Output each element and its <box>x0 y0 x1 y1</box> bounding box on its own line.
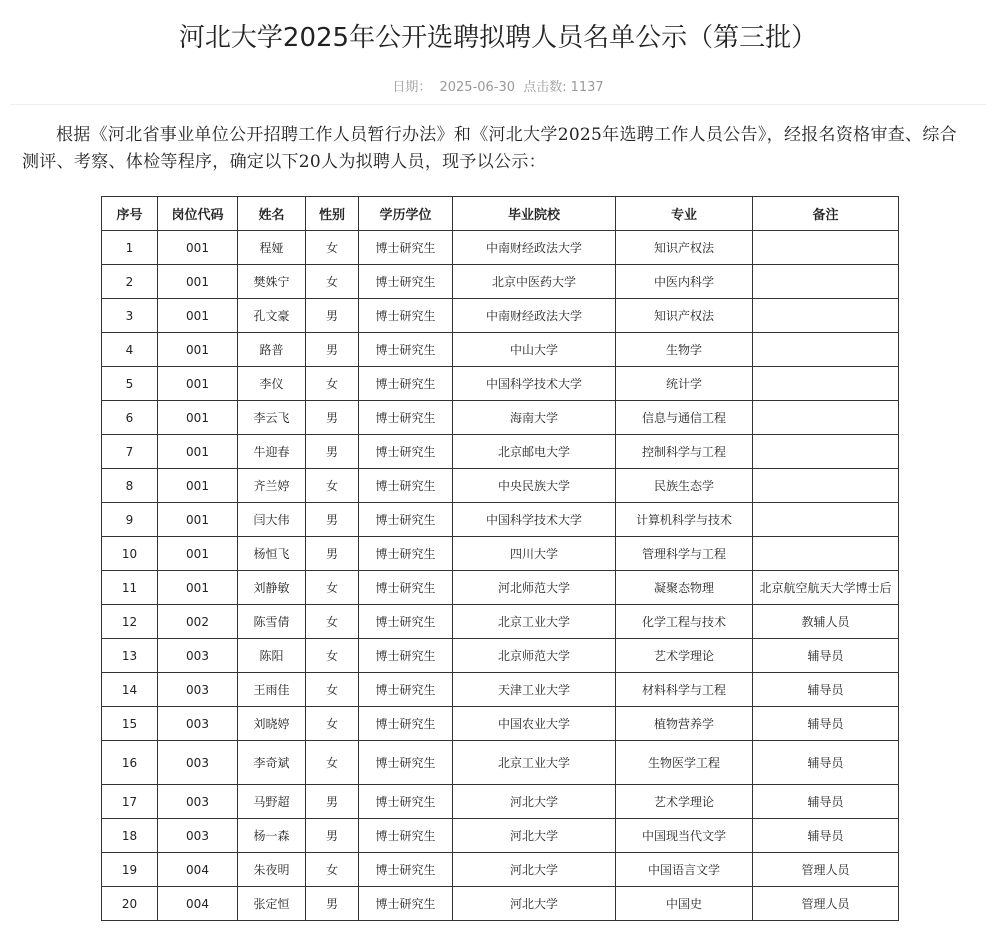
cell-name: 刘静敏 <box>238 571 306 605</box>
candidate-table <box>101 196 899 921</box>
table-header-col-gender: 性别 <box>306 197 359 231</box>
cell-name: 马野超 <box>238 785 306 819</box>
cell-post-code: 003 <box>158 707 238 741</box>
cell-school: 中国农业大学 <box>453 707 616 741</box>
table-row <box>102 707 899 741</box>
cell-seq: 8 <box>102 469 158 503</box>
cell-major: 材料科学与工程 <box>616 673 753 707</box>
cell-gender: 女 <box>306 741 359 785</box>
cell-major: 中国现当代文学 <box>616 819 753 853</box>
cell-post-code: 001 <box>158 333 238 367</box>
cell-school: 中南财经政法大学 <box>453 231 616 265</box>
cell-remark <box>753 231 899 265</box>
cell-major: 民族生态学 <box>616 469 753 503</box>
table-row <box>102 231 899 265</box>
cell-degree: 博士研究生 <box>359 741 453 785</box>
cell-remark: 辅导员 <box>753 673 899 707</box>
cell-major: 化学工程与技术 <box>616 605 753 639</box>
views-label: 点击数: <box>523 80 567 95</box>
cell-name: 程娅 <box>238 231 306 265</box>
cell-gender: 男 <box>306 435 359 469</box>
cell-name: 牛迎春 <box>238 435 306 469</box>
cell-post-code: 001 <box>158 401 238 435</box>
cell-name: 朱夜明 <box>238 853 306 887</box>
cell-seq: 6 <box>102 401 158 435</box>
cell-remark <box>753 401 899 435</box>
cell-remark <box>753 537 899 571</box>
cell-major: 植物营养学 <box>616 707 753 741</box>
cell-seq: 3 <box>102 299 158 333</box>
cell-remark: 辅导员 <box>753 639 899 673</box>
cell-seq: 10 <box>102 537 158 571</box>
cell-gender: 女 <box>306 673 359 707</box>
cell-remark <box>753 503 899 537</box>
cell-post-code: 002 <box>158 605 238 639</box>
cell-gender: 男 <box>306 887 359 921</box>
cell-degree: 博士研究生 <box>359 435 453 469</box>
intro-paragraph: 根据《河北省事业单位公开招聘工作人员暂行办法》和《河北大学2025年选聘工作人员公告》，经报名资格审查、综合测评、考察、体检等程序，确定以下20人为拟聘人员，现予以公示： <box>22 125 957 172</box>
cell-gender: 女 <box>306 367 359 401</box>
table-row <box>102 435 899 469</box>
cell-seq: 1 <box>102 231 158 265</box>
table-row <box>102 819 899 853</box>
table-header-col-degree: 学历学位 <box>359 197 453 231</box>
cell-school: 河北大学 <box>453 887 616 921</box>
cell-post-code: 003 <box>158 785 238 819</box>
table-row <box>102 299 899 333</box>
table-row <box>102 785 899 819</box>
cell-name: 闫大伟 <box>238 503 306 537</box>
cell-name: 陈雪倩 <box>238 605 306 639</box>
cell-degree: 博士研究生 <box>359 571 453 605</box>
cell-major: 信息与通信工程 <box>616 401 753 435</box>
cell-name: 孔文豪 <box>238 299 306 333</box>
cell-degree: 博士研究生 <box>359 401 453 435</box>
cell-degree: 博士研究生 <box>359 707 453 741</box>
table-row <box>102 537 899 571</box>
date-label: 日期： <box>392 80 432 95</box>
cell-remark: 辅导员 <box>753 707 899 741</box>
table-row <box>102 265 899 299</box>
table-row <box>102 401 899 435</box>
cell-degree: 博士研究生 <box>359 673 453 707</box>
cell-gender: 女 <box>306 853 359 887</box>
cell-gender: 男 <box>306 503 359 537</box>
cell-major: 艺术学理论 <box>616 639 753 673</box>
cell-remark <box>753 367 899 401</box>
cell-school: 中国科学技术大学 <box>453 367 616 401</box>
cell-seq: 9 <box>102 503 158 537</box>
cell-seq: 15 <box>102 707 158 741</box>
cell-gender: 女 <box>306 707 359 741</box>
cell-degree: 博士研究生 <box>359 887 453 921</box>
cell-post-code: 001 <box>158 367 238 401</box>
cell-name: 杨恒飞 <box>238 537 306 571</box>
cell-post-code: 003 <box>158 819 238 853</box>
cell-post-code: 001 <box>158 231 238 265</box>
cell-degree: 博士研究生 <box>359 299 453 333</box>
cell-degree: 博士研究生 <box>359 819 453 853</box>
cell-name: 李仪 <box>238 367 306 401</box>
cell-degree: 博士研究生 <box>359 639 453 673</box>
cell-major: 计算机科学与技术 <box>616 503 753 537</box>
cell-gender: 女 <box>306 639 359 673</box>
cell-remark: 教辅人员 <box>753 605 899 639</box>
cell-seq: 13 <box>102 639 158 673</box>
cell-post-code: 001 <box>158 571 238 605</box>
cell-school: 北京师范大学 <box>453 639 616 673</box>
table-row <box>102 639 899 673</box>
table-row <box>102 853 899 887</box>
cell-remark <box>753 469 899 503</box>
cell-seq: 16 <box>102 741 158 785</box>
cell-seq: 19 <box>102 853 158 887</box>
table-header-row <box>102 197 899 231</box>
cell-degree: 博士研究生 <box>359 265 453 299</box>
cell-school: 北京工业大学 <box>453 605 616 639</box>
cell-seq: 12 <box>102 605 158 639</box>
cell-remark: 北京航空航天大学博士后 <box>753 571 899 605</box>
table-row <box>102 367 899 401</box>
table-header-col-seq: 序号 <box>102 197 158 231</box>
cell-post-code: 004 <box>158 887 238 921</box>
cell-gender: 男 <box>306 299 359 333</box>
cell-name: 齐兰婷 <box>238 469 306 503</box>
table-row <box>102 571 899 605</box>
cell-post-code: 003 <box>158 673 238 707</box>
cell-seq: 14 <box>102 673 158 707</box>
cell-remark: 辅导员 <box>753 819 899 853</box>
table-row <box>102 469 899 503</box>
cell-name: 张定恒 <box>238 887 306 921</box>
cell-major: 生物医学工程 <box>616 741 753 785</box>
cell-seq: 20 <box>102 887 158 921</box>
cell-degree: 博士研究生 <box>359 853 453 887</box>
table-row <box>102 673 899 707</box>
cell-school: 河北大学 <box>453 785 616 819</box>
cell-post-code: 003 <box>158 741 238 785</box>
table-row <box>102 333 899 367</box>
cell-school: 北京工业大学 <box>453 741 616 785</box>
cell-name: 李奇斌 <box>238 741 306 785</box>
cell-name: 樊姝宁 <box>238 265 306 299</box>
cell-school: 中央民族大学 <box>453 469 616 503</box>
cell-school: 河北师范大学 <box>453 571 616 605</box>
table-row <box>102 887 899 921</box>
cell-seq: 17 <box>102 785 158 819</box>
cell-major: 控制科学与工程 <box>616 435 753 469</box>
cell-seq: 2 <box>102 265 158 299</box>
cell-name: 王雨佳 <box>238 673 306 707</box>
cell-major: 生物学 <box>616 333 753 367</box>
cell-degree: 博士研究生 <box>359 469 453 503</box>
cell-gender: 女 <box>306 605 359 639</box>
cell-post-code: 001 <box>158 503 238 537</box>
cell-school: 海南大学 <box>453 401 616 435</box>
table-header-col-school: 毕业院校 <box>453 197 616 231</box>
cell-name: 陈阳 <box>238 639 306 673</box>
cell-degree: 博士研究生 <box>359 605 453 639</box>
cell-degree: 博士研究生 <box>359 503 453 537</box>
cell-gender: 女 <box>306 265 359 299</box>
cell-seq: 7 <box>102 435 158 469</box>
cell-gender: 男 <box>306 401 359 435</box>
cell-post-code: 001 <box>158 537 238 571</box>
cell-remark <box>753 299 899 333</box>
cell-degree: 博士研究生 <box>359 367 453 401</box>
cell-major: 艺术学理论 <box>616 785 753 819</box>
cell-remark: 辅导员 <box>753 741 899 785</box>
cell-seq: 5 <box>102 367 158 401</box>
cell-remark: 辅导员 <box>753 785 899 819</box>
cell-major: 知识产权法 <box>616 299 753 333</box>
cell-school: 天津工业大学 <box>453 673 616 707</box>
cell-seq: 4 <box>102 333 158 367</box>
table-header-col-post-code: 岗位代码 <box>158 197 238 231</box>
cell-degree: 博士研究生 <box>359 333 453 367</box>
cell-remark: 管理人员 <box>753 853 899 887</box>
cell-gender: 女 <box>306 231 359 265</box>
cell-gender: 女 <box>306 571 359 605</box>
cell-name: 刘晓婷 <box>238 707 306 741</box>
cell-gender: 男 <box>306 819 359 853</box>
cell-post-code: 001 <box>158 265 238 299</box>
cell-major: 中国语言文学 <box>616 853 753 887</box>
table-row <box>102 503 899 537</box>
table-row <box>102 605 899 639</box>
cell-school: 中国科学技术大学 <box>453 503 616 537</box>
cell-name: 杨一森 <box>238 819 306 853</box>
cell-name: 李云飞 <box>238 401 306 435</box>
cell-major: 管理科学与工程 <box>616 537 753 571</box>
cell-major: 统计学 <box>616 367 753 401</box>
cell-remark <box>753 333 899 367</box>
views-count: 1137 <box>570 80 604 95</box>
cell-major: 中医内科学 <box>616 265 753 299</box>
title-divider <box>10 104 986 105</box>
cell-name: 路普 <box>238 333 306 367</box>
cell-school: 北京邮电大学 <box>453 435 616 469</box>
cell-gender: 女 <box>306 469 359 503</box>
cell-major: 知识产权法 <box>616 231 753 265</box>
cell-school: 河北大学 <box>453 819 616 853</box>
cell-seq: 11 <box>102 571 158 605</box>
cell-degree: 博士研究生 <box>359 537 453 571</box>
table-header-col-name: 姓名 <box>238 197 306 231</box>
cell-post-code: 004 <box>158 853 238 887</box>
table-header-col-major: 专业 <box>616 197 753 231</box>
cell-gender: 男 <box>306 333 359 367</box>
cell-school: 中山大学 <box>453 333 616 367</box>
page-title: 河北大学2025年公开选聘拟聘人员名单公示（第三批） <box>178 23 818 53</box>
cell-post-code: 001 <box>158 469 238 503</box>
table-body <box>102 231 899 921</box>
cell-school: 北京中医药大学 <box>453 265 616 299</box>
cell-major: 凝聚态物理 <box>616 571 753 605</box>
cell-degree: 博士研究生 <box>359 231 453 265</box>
cell-post-code: 001 <box>158 299 238 333</box>
cell-school: 河北大学 <box>453 853 616 887</box>
date-value: 2025-06-30 <box>439 80 516 95</box>
table-header-col-remark: 备注 <box>753 197 899 231</box>
cell-major: 中国史 <box>616 887 753 921</box>
cell-remark: 管理人员 <box>753 887 899 921</box>
cell-remark <box>753 265 899 299</box>
cell-gender: 男 <box>306 785 359 819</box>
cell-post-code: 003 <box>158 639 238 673</box>
cell-degree: 博士研究生 <box>359 785 453 819</box>
cell-post-code: 001 <box>158 435 238 469</box>
cell-seq: 18 <box>102 819 158 853</box>
table-row <box>102 741 899 785</box>
cell-school: 四川大学 <box>453 537 616 571</box>
cell-gender: 男 <box>306 537 359 571</box>
cell-school: 中南财经政法大学 <box>453 299 616 333</box>
article-meta <box>0 78 996 98</box>
cell-remark <box>753 435 899 469</box>
